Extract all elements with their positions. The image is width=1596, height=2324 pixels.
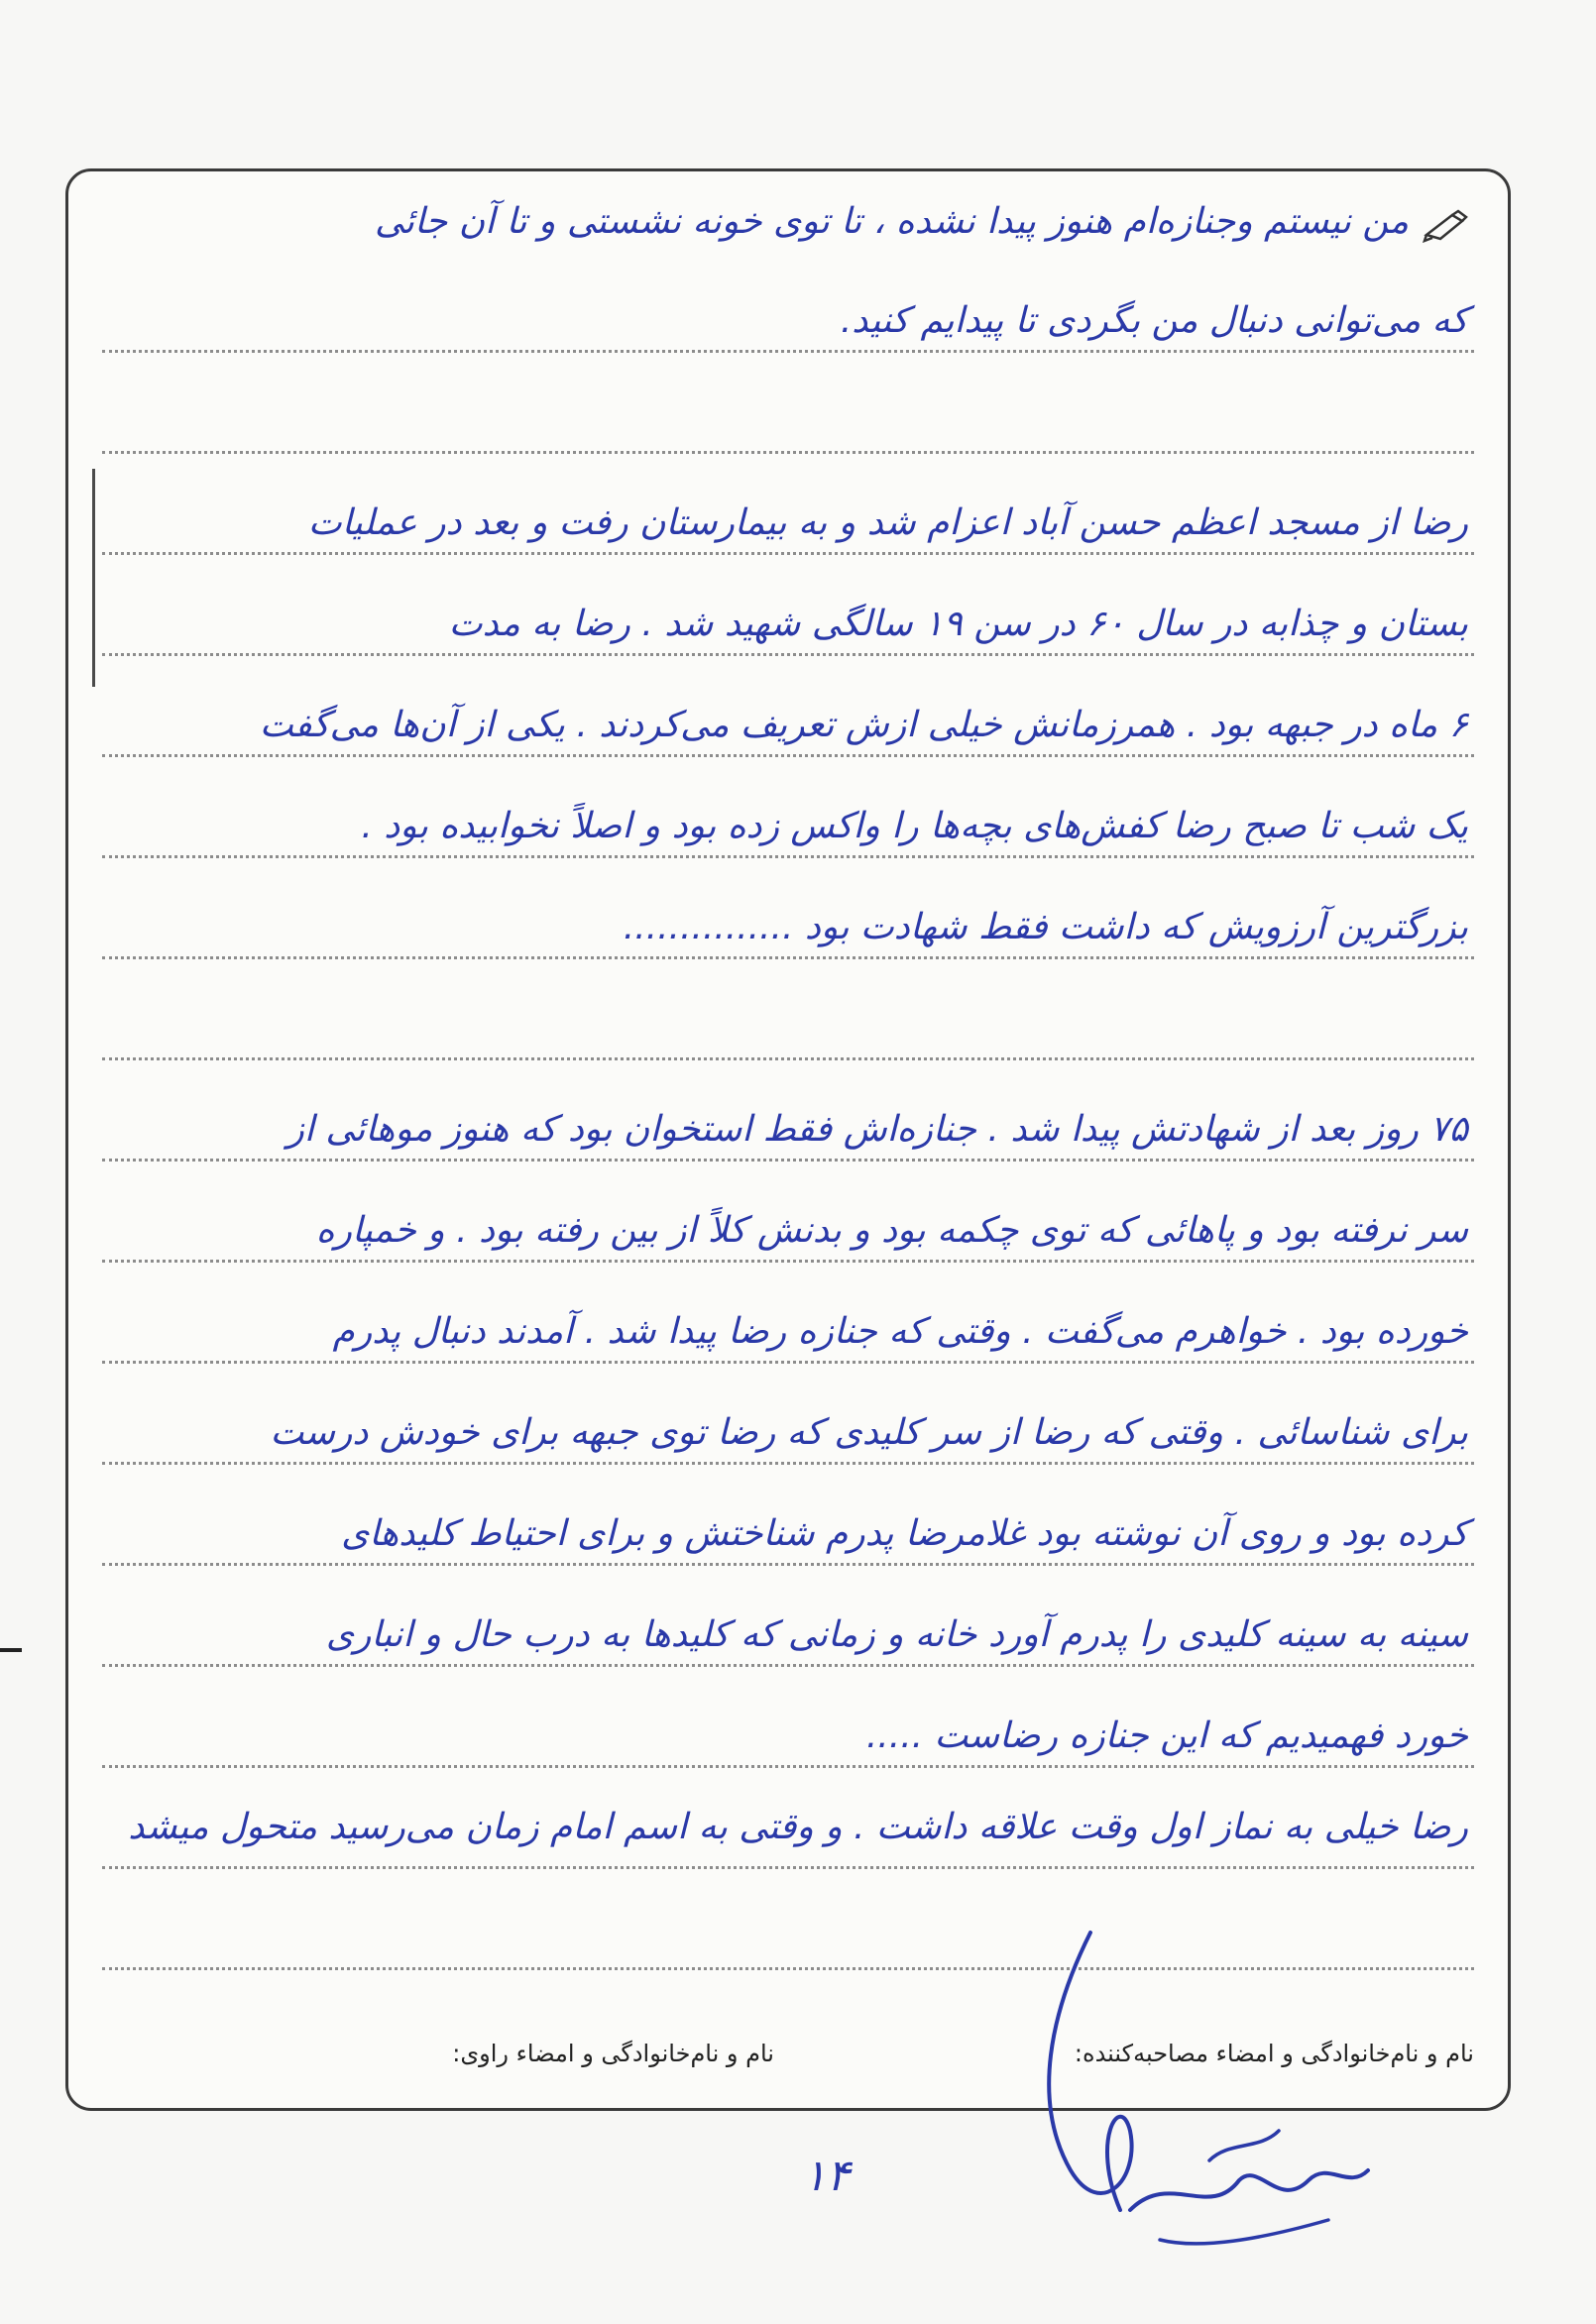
signature-scribble-icon <box>1031 1923 1388 2299</box>
ruled-line <box>102 1057 1474 1060</box>
ruled-line <box>102 552 1474 555</box>
handwritten-line: رضا خیلی به نماز اول وقت علاقه داشت . و وقتی به اسم امام زمان می‌رسید متحول میشد <box>128 1807 1468 1847</box>
ruled-line <box>102 855 1474 858</box>
handwritten-line: برای شناسائی . وقتی که رضا از سر کلیدی که رضا توی جبهه برای خودش درست <box>270 1412 1468 1453</box>
ruled-line <box>102 1159 1474 1162</box>
handwritten-line: کرده بود و روی آن نوشته بود غلامرضا پدرم شناختش و برای احتیاط کلیدهای <box>341 1513 1468 1554</box>
ruled-line <box>102 1462 1474 1465</box>
page-number: ۱۴ <box>803 2151 851 2201</box>
handwritten-line: بزرگترین آرزویش که داشت فقط شهادت بود ............... <box>623 907 1468 947</box>
narrator-signature-label: نام و نام‌خانوادگی و امضاء راوی: <box>452 2040 774 2067</box>
handwritten-line: من نیستم وجنازه‌ام هنوز پیدا نشده ، تا توی خونه نشستی و تا آن جائی <box>375 201 1409 242</box>
paragraph-margin-bar <box>92 469 95 687</box>
ruled-line <box>102 1361 1474 1364</box>
handwritten-line: خورده بود . خواهرم می‌گفت . وقتی که جنازه رضا پیدا شد . آمدند دنبال پدرم <box>332 1311 1468 1352</box>
handwritten-line: سینه به سینه کلیدی را پدرم آورد خانه و زمانی که کلیدها به درب حال و انباری <box>325 1614 1468 1655</box>
handwritten-line: خورد فهمیدیم که این جنازه رضاست ..... <box>865 1715 1468 1756</box>
writing-hand-icon <box>1423 207 1468 243</box>
ruled-line <box>102 1664 1474 1667</box>
handwritten-line: که می‌توانی دنبال من بگردی تا پیدایم کنید. <box>840 300 1468 341</box>
handwritten-line: ۶ ماه در جبهه بود . همرزمانش خیلی ازش تعریف می‌کردند . یکی از آن‌ها می‌گفت <box>259 705 1468 745</box>
handwritten-line: سر نرفته بود و پاهائی که توی چکمه بود و بدنش کلاً از بین رفته بود . و خمپاره <box>315 1210 1468 1251</box>
interviewer-signature-label: نام و نام‌خانوادگی و امضاء مصاحبه‌کننده: <box>1074 2040 1474 2067</box>
handwritten-line: رضا از مسجد اعظم حسن آباد اعزام شد و به بیمارستان رفت و بعد در عملیات <box>307 502 1468 543</box>
ruled-line <box>102 1260 1474 1263</box>
ruled-line <box>102 653 1474 656</box>
handwritten-line: یک شب تا صبح رضا کفش‌های بچه‌ها را واکس زده بود و اصلاً نخوابیده بود . <box>361 806 1468 846</box>
margin-dash-icon <box>0 1645 30 1655</box>
ruled-line <box>102 1866 1474 1869</box>
ruled-line <box>102 1765 1474 1768</box>
handwritten-line: ۷۵ روز بعد از شهادتش پیدا شد . جنازه‌اش فقط استخوان بود که هنوز موهائی از <box>286 1109 1468 1150</box>
ruled-line <box>102 350 1474 353</box>
handwritten-line: بستان و چذابه در سال ۶۰ در سن ۱۹ سالگی شهید شد . رضا به مدت <box>448 604 1468 644</box>
ruled-line <box>102 754 1474 757</box>
ruled-line <box>102 956 1474 959</box>
ruled-line <box>102 451 1474 454</box>
interview-form <box>65 168 1511 2111</box>
ruled-line <box>102 1563 1474 1566</box>
